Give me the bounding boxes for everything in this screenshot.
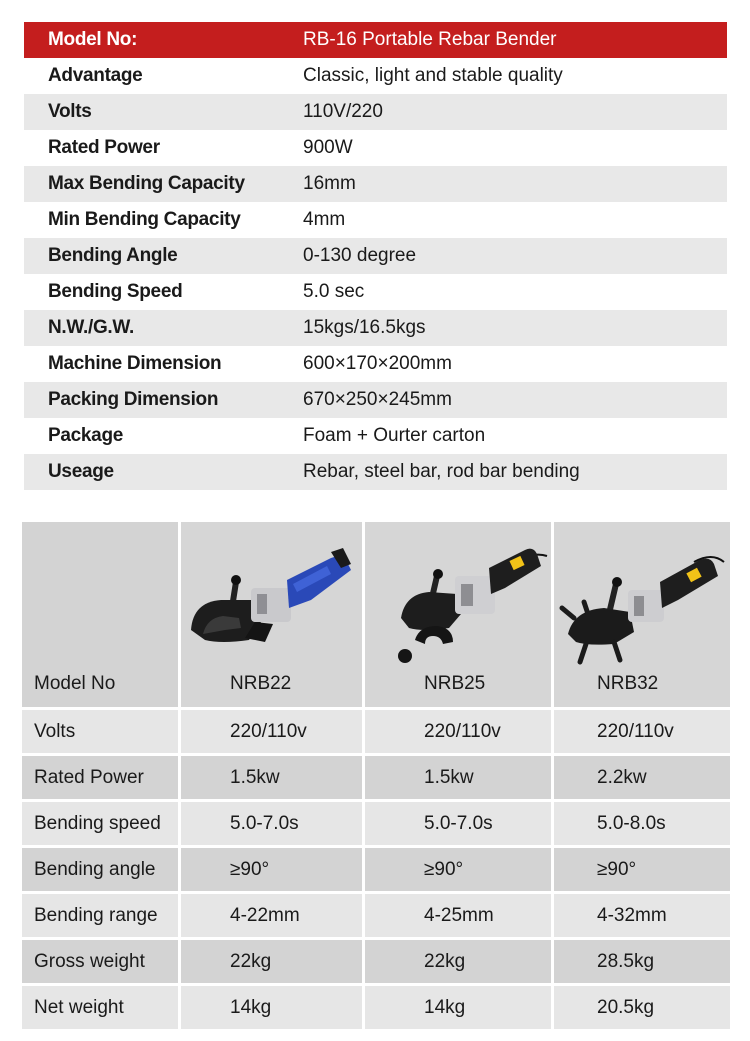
row-label: Net weight	[22, 986, 181, 1032]
spec-header-key: Model No:	[48, 29, 138, 50]
table-row	[22, 802, 730, 848]
row-value: 22kg	[365, 940, 554, 986]
row-label: Bending speed	[22, 802, 181, 848]
row-label: Bending angle	[22, 848, 181, 894]
comparison-table	[22, 522, 730, 1032]
row-value: 4-25mm	[365, 894, 554, 940]
row-value: 4-22mm	[181, 894, 365, 940]
row-value: 220/110v	[365, 710, 554, 756]
table-row	[22, 756, 730, 802]
row-value: 20.5kg	[554, 986, 730, 1032]
spec-row	[24, 418, 727, 454]
spec-row	[24, 274, 727, 310]
spec-value: 110V/220	[303, 101, 383, 122]
spec-row	[24, 454, 727, 490]
spec-key: Machine Dimension	[48, 353, 222, 374]
spec-key: N.W./G.W.	[48, 317, 134, 338]
spec-value: 900W	[303, 137, 353, 158]
spec-value: Foam + Ourter carton	[303, 425, 486, 446]
table-row	[22, 940, 730, 986]
row-value: 1.5kw	[181, 756, 365, 802]
row-value: ≥90°	[365, 848, 554, 894]
model-name: NRB32	[597, 673, 659, 694]
row-value: 5.0-8.0s	[554, 802, 730, 848]
spec-key: Useage	[48, 461, 114, 482]
row-value: 14kg	[365, 986, 554, 1032]
row-value: 5.0-7.0s	[365, 802, 554, 848]
row-label: Bending range	[22, 894, 181, 940]
spec-row	[24, 310, 727, 346]
model-row	[22, 522, 730, 710]
row-value: 14kg	[181, 986, 365, 1032]
rebar-bender-blue-icon	[181, 522, 365, 672]
model-label-cell	[22, 522, 181, 710]
row-value: ≥90°	[554, 848, 730, 894]
spec-row	[24, 346, 727, 382]
spec-row	[24, 202, 727, 238]
model-name: NRB25	[424, 673, 486, 694]
row-value: 22kg	[181, 940, 365, 986]
spec-header-value: RB-16 Portable Rebar Bender	[303, 29, 557, 50]
spec-key: Packing Dimension	[48, 389, 219, 410]
row-value: 5.0-7.0s	[181, 802, 365, 848]
model-cell-nrb25	[365, 522, 554, 710]
row-value: 220/110v	[554, 710, 730, 756]
spec-table	[24, 22, 727, 490]
spec-value: Classic, light and stable quality	[303, 65, 563, 86]
model-label: Model No	[34, 673, 116, 694]
spec-key: Advantage	[48, 65, 143, 86]
rebar-bender-black-large-icon	[554, 522, 730, 672]
row-label: Rated Power	[22, 756, 181, 802]
rebar-bender-black-icon	[365, 522, 554, 672]
spec-key: Min Bending Capacity	[48, 209, 241, 230]
spec-key: Bending Speed	[48, 281, 183, 302]
table-row	[22, 710, 730, 756]
spec-key: Package	[48, 425, 124, 446]
spec-value: 670×250×245mm	[303, 389, 452, 410]
spec-key: Volts	[48, 101, 92, 122]
model-cell-nrb32	[554, 522, 730, 710]
spec-value: 0-130 degree	[303, 245, 417, 266]
spec-row	[24, 382, 727, 418]
spec-value: 15kgs/16.5kgs	[303, 317, 426, 338]
model-cell-nrb22	[181, 522, 365, 710]
row-value: 220/110v	[181, 710, 365, 756]
table-row	[22, 848, 730, 894]
row-value: 2.2kw	[554, 756, 730, 802]
model-name: NRB22	[230, 673, 292, 694]
spec-row	[24, 58, 727, 94]
row-label: Volts	[22, 710, 181, 756]
spec-row	[24, 238, 727, 274]
spec-value: Rebar, steel bar, rod bar bending	[303, 461, 580, 482]
spec-row	[24, 130, 727, 166]
row-value: ≥90°	[181, 848, 365, 894]
row-value: 4-32mm	[554, 894, 730, 940]
row-value: 28.5kg	[554, 940, 730, 986]
spec-row	[24, 166, 727, 202]
spec-value: 5.0 sec	[303, 281, 365, 302]
row-label: Gross weight	[22, 940, 181, 986]
spec-value: 4mm	[303, 209, 346, 230]
row-value: 1.5kw	[365, 756, 554, 802]
spec-row	[24, 94, 727, 130]
spec-key: Max Bending Capacity	[48, 173, 245, 194]
spec-key: Bending Angle	[48, 245, 178, 266]
spec-value: 600×170×200mm	[303, 353, 452, 374]
table-row	[22, 986, 730, 1032]
spec-value: 16mm	[303, 173, 356, 194]
table-row	[22, 894, 730, 940]
spec-header-row	[24, 22, 727, 58]
spec-key: Rated Power	[48, 137, 160, 158]
